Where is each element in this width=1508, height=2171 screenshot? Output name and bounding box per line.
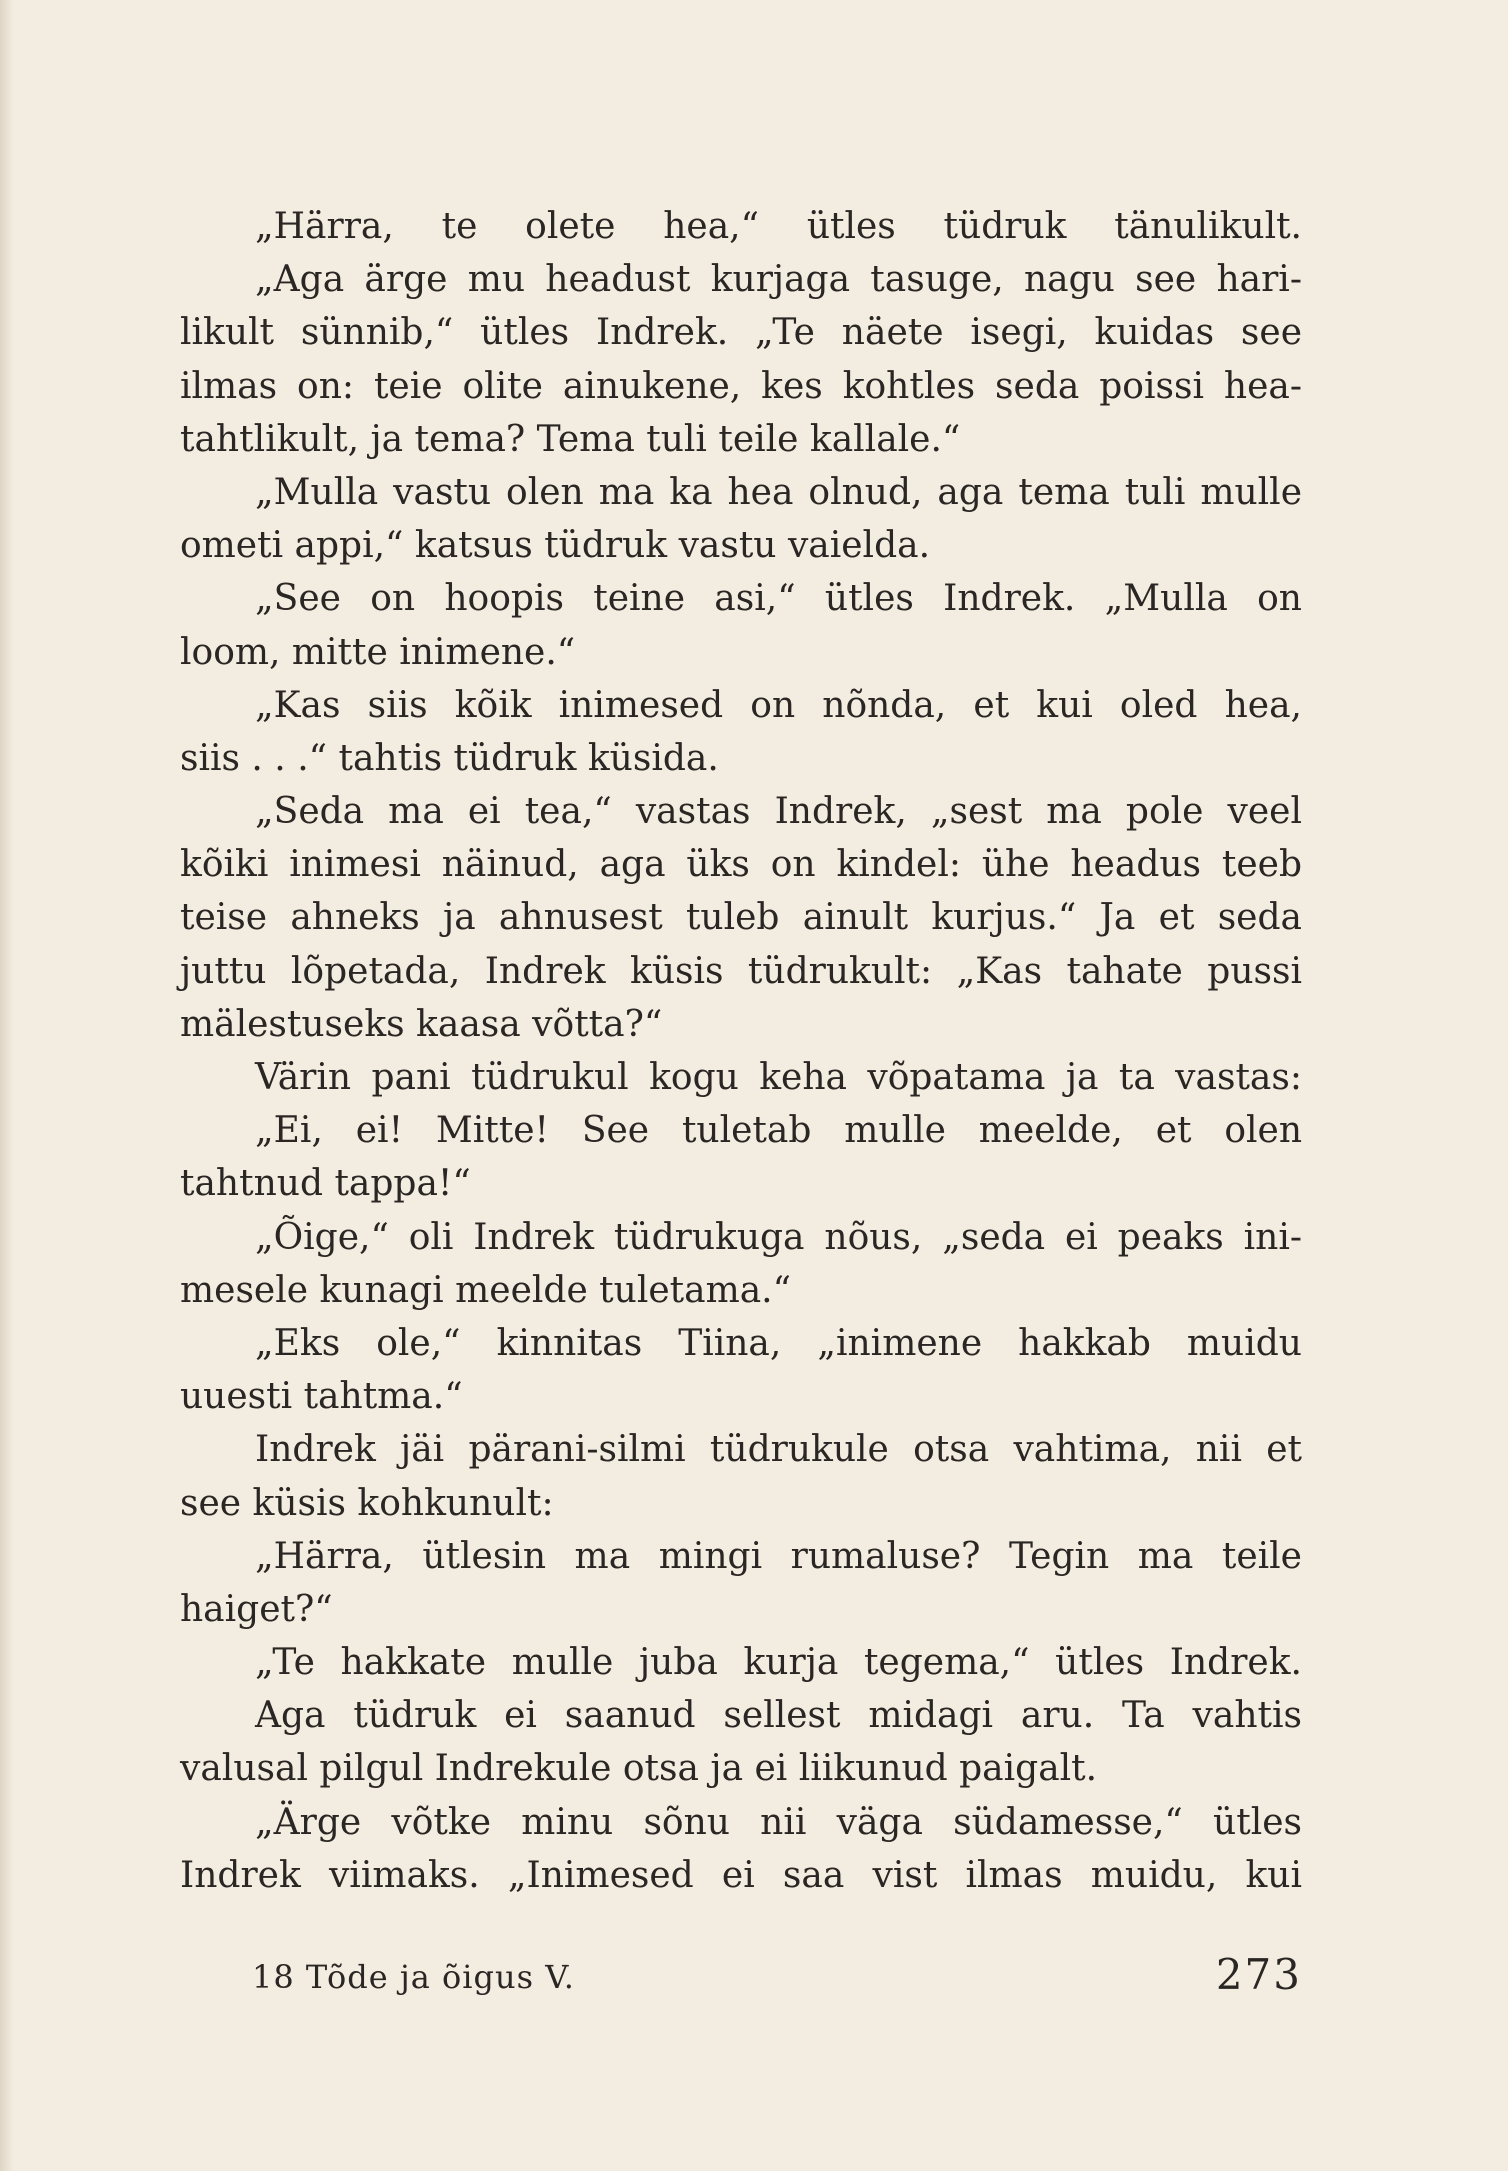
page-edge (0, 0, 14, 2171)
text-line: haiget?“ (180, 1588, 333, 1630)
text-line: mesele kunagi meelde tuletama.“ (180, 1269, 792, 1311)
text-line: mälestuseks kaasa võtta?“ (180, 1003, 663, 1045)
text-line: „Õige,“ oli Indrek tüdrukuga nõus, „seda ei peaks ini- (255, 1216, 1302, 1258)
text-line: Indrek viimaks. „Inimesed ei saa vist ilmas muidu, kui (180, 1854, 1302, 1896)
text-line: see küsis kohkunult: (180, 1482, 554, 1524)
text-line: uuesti tahtma.“ (180, 1376, 463, 1418)
text-line: likult sünnib,“ ütles Indrek. „Te näete isegi, kuidas see (180, 312, 1302, 354)
text-line: siis . . .“ tahtis tüdruk küsida. (180, 737, 719, 779)
text-line: tahtnud tappa!“ (180, 1163, 471, 1205)
text-line: „Kas siis kõik inimesed on nõnda, et kui oled hea, (255, 684, 1302, 726)
text-line: „Eks ole,“ kinnitas Tiina, „inimene hakkab muidu (255, 1322, 1302, 1364)
text-line: Värin pani tüdrukul kogu keha võpatama ja ta vastas: (255, 1057, 1302, 1098)
text-line: „Härra, te olete hea,“ ütles tüdruk tänulikult. (255, 206, 1302, 247)
printer-signature: 18 Tõde ja õigus V. (252, 1958, 575, 1996)
page-number: 273 (1215, 1950, 1302, 1999)
text-line: ilmas on: teie olite ainukene, kes kohtles seda poissi hea- (180, 365, 1302, 407)
text-line: valusal pilgul Indrekule otsa ja ei liikunud paigalt. (180, 1748, 1098, 1790)
text-line: „See on hoopis teine asi,“ ütles Indrek. „Mulla on (255, 578, 1302, 620)
text-line: „Seda ma ei tea,“ vastas Indrek, „sest ma pole veel (255, 791, 1302, 833)
body-text (180, 200, 1302, 1902)
text-line: tahtlikult, ja tema? Tema tuli teile kallale.“ (180, 418, 961, 460)
text-line: juttu lõpetada, Indrek küsis tüdrukult: „Kas tahate pussi (180, 950, 1302, 992)
text-line: „Mulla vastu olen ma ka hea olnud, aga tema tuli mulle (255, 471, 1302, 513)
text-line: kõiki inimesi näinud, aga üks on kindel: ühe headus teeb (180, 844, 1302, 886)
text-line: „Te hakkate mulle juba kurja tegema,“ ütles Indrek. (255, 1642, 1302, 1684)
text-line: „Härra, ütlesin ma mingi rumaluse? Tegin ma teile (255, 1535, 1302, 1577)
text-line: „Ei, ei! Mitte! See tuletab mulle meelde, et olen (255, 1110, 1302, 1152)
text-line: Indrek jäi pärani-silmi tüdrukule otsa vahtima, nii et (255, 1429, 1302, 1471)
text-line: teise ahneks ja ahnusest tuleb ainult kurjus.“ Ja et seda (180, 897, 1302, 939)
text-line: „Ärge võtke minu sõnu nii väga südamesse,“ ütles (255, 1801, 1302, 1843)
text-line: Aga tüdruk ei saanud sellest midagi aru. Ta vahtis (255, 1695, 1302, 1737)
text-line: „Aga ärge mu headust kurjaga tasuge, nagu see hari- (255, 259, 1302, 301)
page-footer (252, 1950, 1302, 2010)
text-line: ometi appi,“ katsus tüdruk vastu vaielda. (180, 525, 931, 567)
text-line: loom, mitte inimene.“ (180, 631, 576, 673)
